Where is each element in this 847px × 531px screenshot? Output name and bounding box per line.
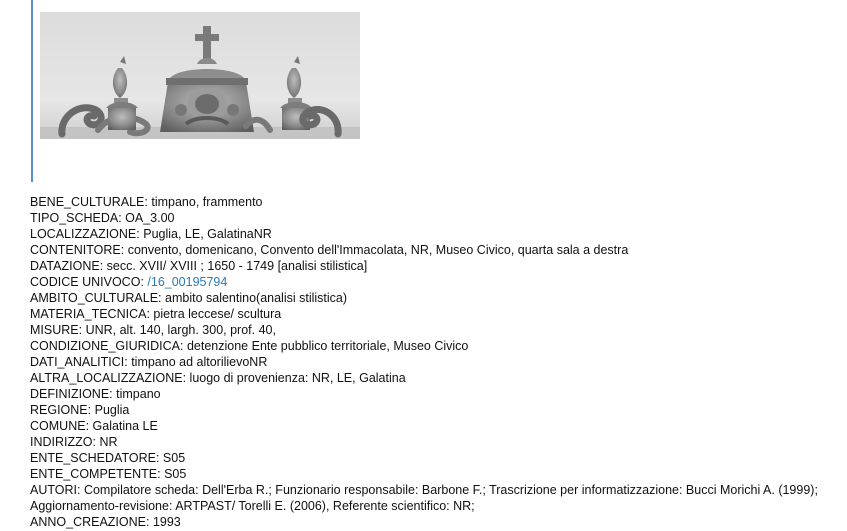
field-separator: : xyxy=(180,339,187,353)
field-value: luogo di provenienza: NR, LE, Galatina xyxy=(189,371,406,385)
field-label: LOCALIZZAZIONE xyxy=(30,227,137,241)
field-separator: : xyxy=(87,403,95,417)
record-field-materia-tecnica xyxy=(30,306,842,322)
field-label: DATAZIONE xyxy=(30,259,100,273)
record-field-contenitore xyxy=(30,242,842,258)
field-value: S05 xyxy=(164,467,187,481)
field-separator: : xyxy=(157,467,165,481)
record-field-regione xyxy=(30,402,842,418)
field-separator: : xyxy=(77,483,84,497)
field-value: UNR, alt. 140, largh. 300, prof. 40, xyxy=(85,323,276,337)
field-value: convento, domenicano, Convento dell'Immacolata, NR, Museo Civico, quarta sala a destra xyxy=(127,243,629,257)
field-separator: : xyxy=(155,451,163,465)
field-separator: : xyxy=(140,275,148,289)
field-separator: : xyxy=(118,211,126,225)
record-field-codice-univoco xyxy=(30,274,842,290)
record-field-comune xyxy=(30,418,842,434)
field-value: secc. XVII/ XVIII ; 1650 - 1749 [analisi stilistica] xyxy=(106,259,368,273)
record-field-anno-creazione xyxy=(30,514,842,530)
field-label: BENE_CULTURALE xyxy=(30,195,145,209)
field-label: CODICE UNIVOCO xyxy=(30,275,141,289)
record-field-ente-competente xyxy=(30,466,842,482)
field-separator: : xyxy=(146,307,154,321)
field-label: CONTENITORE xyxy=(30,243,121,257)
field-label: ENTE_COMPETENTE xyxy=(30,467,158,481)
record-field-ente-schedatore xyxy=(30,450,842,466)
field-label: DEFINIZIONE xyxy=(30,387,110,401)
field-value: Puglia xyxy=(94,403,130,417)
field-label: ENTE_SCHEDATORE xyxy=(30,451,156,465)
field-label: DATI_ANALITICI xyxy=(30,355,125,369)
field-value: timpano ad altorilievoNR xyxy=(131,355,268,369)
field-value: NR xyxy=(99,435,118,449)
field-separator: : xyxy=(144,195,152,209)
record-field-definizione xyxy=(30,386,842,402)
field-separator: : xyxy=(124,355,132,369)
record-field-tipo-scheda xyxy=(30,210,842,226)
field-separator: : xyxy=(99,259,107,273)
field-label: CONDIZIONE_GIURIDICA xyxy=(30,339,181,353)
tympanum-photo-image xyxy=(40,12,360,139)
record-field-localizzazione xyxy=(30,226,842,242)
record-field-misure xyxy=(30,322,842,338)
codice-univoco-link[interactable]: /16_00195794 xyxy=(147,275,228,289)
field-separator: : xyxy=(78,323,86,337)
field-label: MATERIA_TECNICA xyxy=(30,307,147,321)
field-value: Compilatore scheda: Dell'Erba R.; Funzionario responsabile: Barbone F.; Trascrizione per informatizzazione: Bucci Morichi A. (1999); Aggiornamento-revisione: ARTPAST/ Torelli E. (2006), Referente scientifico: NR; xyxy=(30,483,818,513)
field-value: Galatina LE xyxy=(92,419,158,433)
field-label: AUTORI xyxy=(30,483,77,497)
field-value: detenzione Ente pubblico territoriale, Museo Civico xyxy=(186,339,469,353)
field-separator: : xyxy=(109,387,117,401)
record-field-ambito-culturale xyxy=(30,290,842,306)
field-label: REGIONE xyxy=(30,403,88,417)
field-label: ALTRA_LOCALIZZAZIONE xyxy=(30,371,183,385)
record-field-datazione xyxy=(30,258,842,274)
field-label: ANNO_CREAZIONE xyxy=(30,515,146,529)
field-value: S05 xyxy=(162,451,186,465)
field-separator: : xyxy=(146,515,153,529)
artwork-photo xyxy=(40,12,360,139)
catalog-record xyxy=(30,194,842,530)
field-separator: : xyxy=(120,243,128,257)
field-label: AMBITO_CULTURALE xyxy=(30,291,159,305)
field-label: TIPO_SCHEDA xyxy=(30,211,119,225)
field-separator: : xyxy=(92,435,100,449)
record-field-autori xyxy=(30,482,842,514)
field-value: timpano, frammento xyxy=(151,195,263,209)
field-label: COMUNE xyxy=(30,419,86,433)
record-field-condizione-giuridica xyxy=(30,338,842,354)
field-separator: : xyxy=(158,291,165,305)
field-label: INDIRIZZO xyxy=(30,435,93,449)
left-border-rule xyxy=(31,0,33,182)
field-label: MISURE xyxy=(30,323,79,337)
field-value: timpano xyxy=(116,387,161,401)
field-value: pietra leccese/ scultura xyxy=(153,307,282,321)
field-value: ambito salentino(analisi stilistica) xyxy=(165,291,348,305)
record-field-bene-culturale xyxy=(30,194,842,210)
field-value: Puglia, LE, GalatinaNR xyxy=(143,227,272,241)
field-separator: : xyxy=(182,371,190,385)
field-value: 1993 xyxy=(152,515,181,529)
record-field-dati-analitici xyxy=(30,354,842,370)
field-value: OA_3.00 xyxy=(125,211,175,225)
record-field-altra-localizzazione xyxy=(30,370,842,386)
field-separator: : xyxy=(136,227,144,241)
field-separator: : xyxy=(85,419,93,433)
record-field-indirizzo xyxy=(30,434,842,450)
